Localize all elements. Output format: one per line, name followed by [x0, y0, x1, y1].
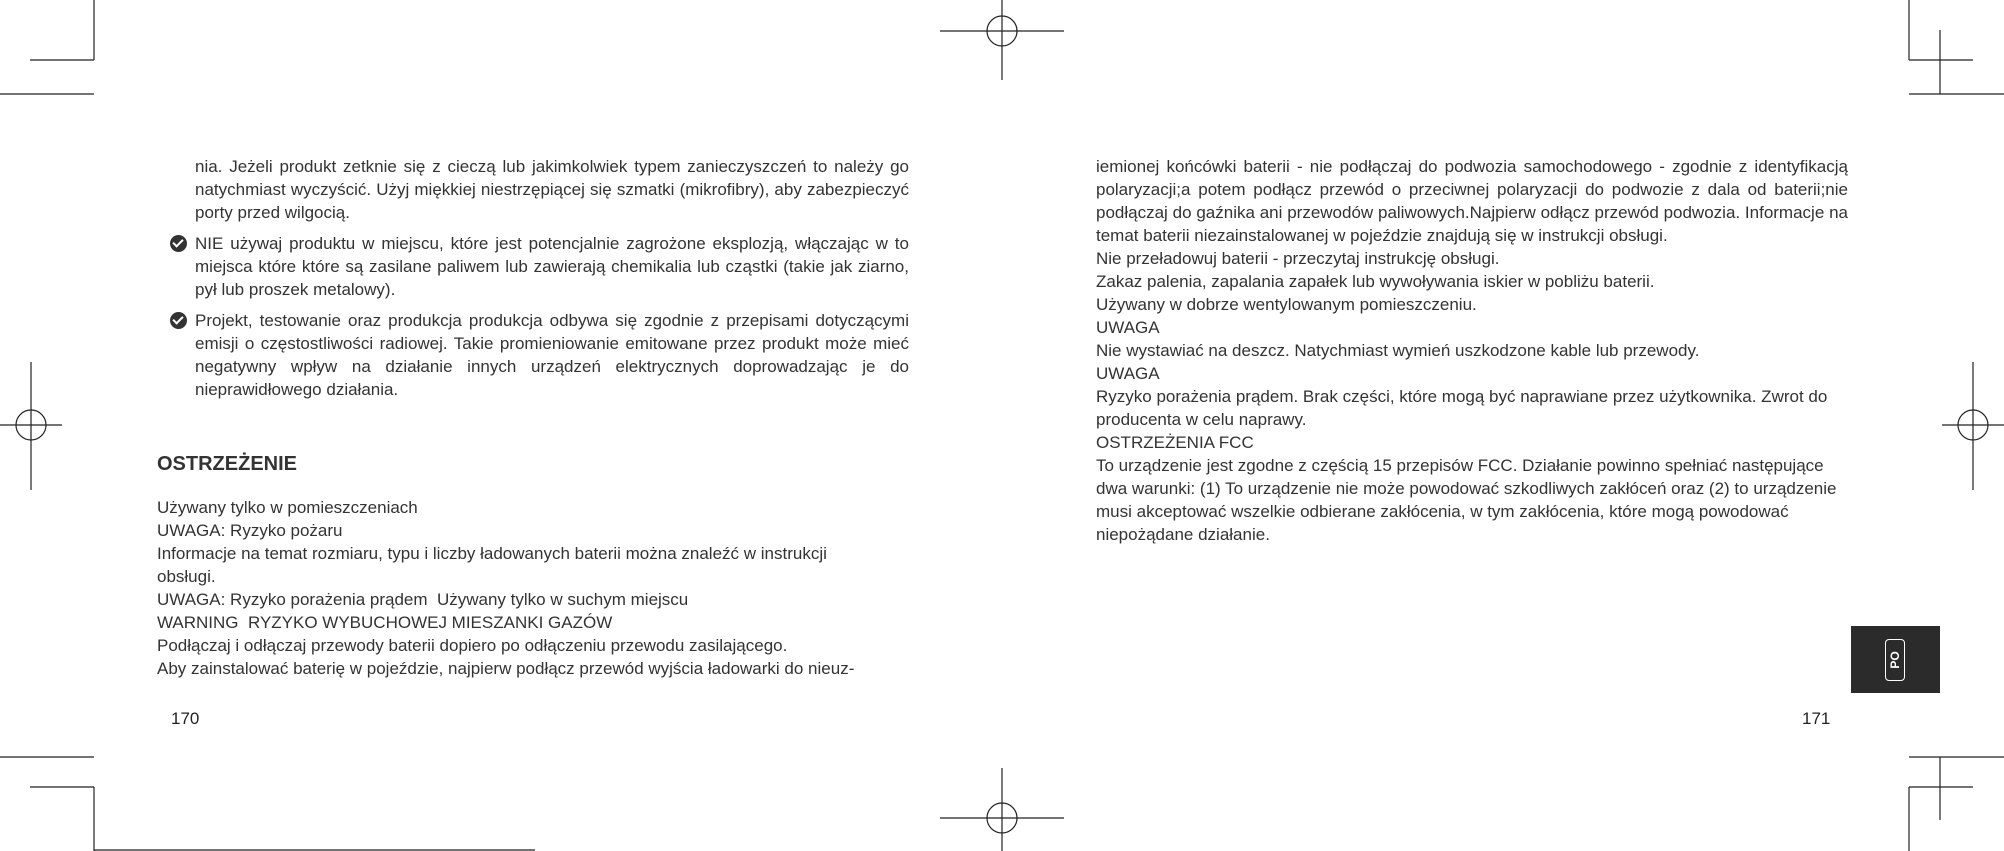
page-number-right: 171 [1802, 709, 1831, 728]
language-code: PO [1888, 651, 1902, 669]
left-page-content [157, 155, 909, 680]
uwaga-title: UWAGA [1096, 364, 1160, 383]
section-heading: OSTRZEŻENIE [157, 453, 298, 475]
intro-paragraph: nia. Jeżeli produkt zetknie się z cieczą lub jakimkolwiek typem zanieczyszczeń to należy go natychmiast wyczyścić. Użyj miękkiej niestrzępiącej się szmatki (mikrofibry), aby zabezpieczyć porty przed wilgocią. [195, 157, 909, 222]
bullet-item [157, 232, 909, 301]
fcc-text: To urządzenie jest zgodne z częścią 15 przepisów FCC. Działanie powinno spełniać następujące dwa warunki: (1) To urządzenie nie może powodować szkodliwych zakłóceń oraz (2) to urządzenie musi akceptować wszelkie odbierane zakłócenia, w tym zakłócenia, które mogą powodować niepożądane działanie. [1096, 456, 1837, 544]
page-number-left: 170 [171, 709, 200, 728]
text-line: UWAGA: Ryzyko porażenia prądem Używany tylko w suchym miejscu [157, 590, 689, 609]
text-line: Używany tylko w pomieszczeniach [157, 498, 418, 517]
text-line: Zakaz palenia, zapalania zapałek lub wywoływania iskier w pobliżu baterii. [1096, 272, 1655, 291]
text-line: Używany w dobrze wentylowanym pomieszczeniu. [1096, 295, 1477, 314]
bullet-item [157, 309, 909, 401]
uwaga-title: UWAGA [1096, 318, 1160, 337]
text-line: Nie przeładowuj baterii - przeczytaj instrukcję obsługi. [1096, 249, 1500, 268]
text-line: Aby zainstalować baterię w pojeździe, najpierw podłącz przewód wyjścia ładowarki do nieuz- [157, 659, 855, 678]
uwaga-text: Nie wystawiać na deszcz. Natychmiast wymień uszkodzone kable lub przewody. [1096, 341, 1700, 360]
check-circle-icon [170, 312, 187, 329]
bullet-text: Projekt, testowanie oraz produkcja produkcja odbywa się zgodnie z przepisami dotyczącymi emisji o częstostliwości radiowej. Takie promieniowanie emitowane przez produkt może mieć negatywny wpływ na działanie innych urządzeń elektrycznych doprowadzając je do nieprawidłowego działania. [195, 311, 909, 399]
check-circle-icon [170, 235, 187, 252]
language-badge [1885, 639, 1905, 681]
text-line: UWAGA: Ryzyko pożaru [157, 521, 343, 540]
continuation-paragraph: iemionej końcówki baterii - nie podłączaj do podwozia samochodowego - zgodnie z identyfikacją polaryzacji;a potem podłącz przewód o przeciwnej polaryzacji do podwozie z dala od baterii;nie podłączaj do gaźnika ani przewodów paliwowych.Najpierw odłącz przewód podwozia. Informacje na temat baterii niezainstalowanej w pojeździe znajdują się w instrukcji obsługi. [1096, 157, 1848, 245]
bullet-text: NIE używaj produktu w miejscu, które jest potencjalnie zagrożone eksplozją, włączając w to miejsca które które są zasilane paliwem lub zawierają chemikalia lub cząstki (takie jak ziarno, pył lub proszek metalowy). [195, 234, 909, 299]
text-line: Podłączaj i odłączaj przewody baterii dopiero po odłączeniu przewodu zasilającego. [157, 636, 788, 655]
warning-title: WARNING RYZYKO WYBUCHOWEJ MIESZANKI GAZÓW [157, 613, 613, 632]
right-page-content [1096, 155, 1848, 546]
uwaga-text: Ryzyko porażenia prądem. Brak części, które mogą być naprawiane przez użytkownika. Zwrot do producenta w celu naprawy. [1096, 387, 1828, 429]
language-tab [1851, 626, 1940, 693]
text-line: Informacje na temat rozmiaru, typu i liczby ładowanych baterii można znaleźć w instrukcji obsługi. [157, 544, 827, 586]
fcc-title: OSTRZEŻENIA FCC [1096, 433, 1254, 452]
